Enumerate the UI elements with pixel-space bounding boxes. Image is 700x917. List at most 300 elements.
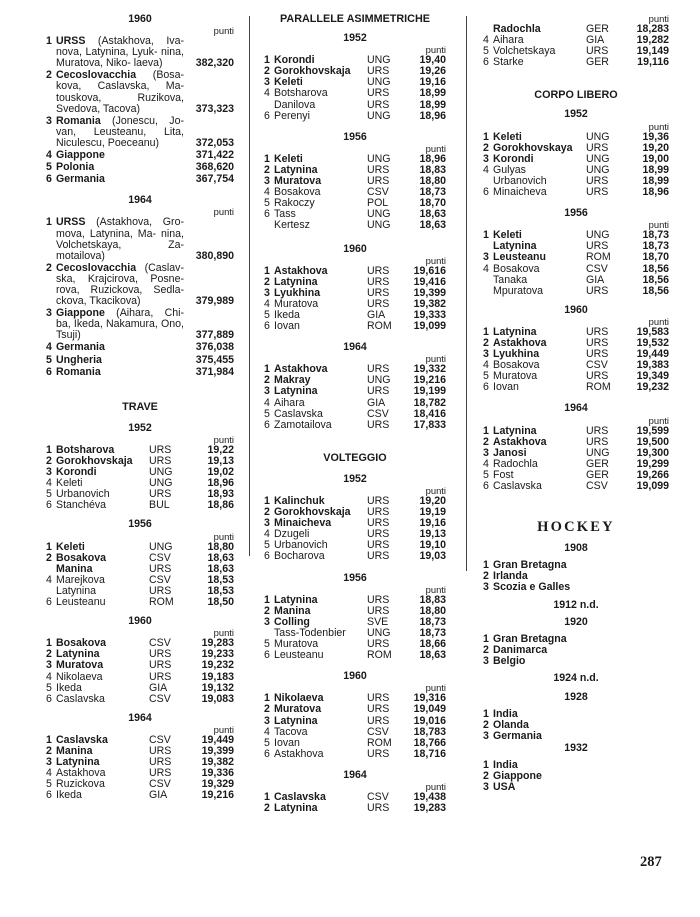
country-code: GER xyxy=(586,468,609,481)
points-label: punti xyxy=(648,120,669,132)
points-label: punti xyxy=(213,433,234,445)
rank: 1 xyxy=(264,495,270,507)
country-code: URS xyxy=(149,443,172,456)
result-row xyxy=(483,165,669,176)
rank: 3 xyxy=(264,714,270,727)
rank: 2 xyxy=(483,769,489,782)
rank: 1 xyxy=(46,540,52,553)
rank: 3 xyxy=(483,251,489,264)
score: 19,500 xyxy=(636,435,669,448)
country-code: URS xyxy=(149,670,172,683)
rank: 4 xyxy=(264,186,270,199)
result-row xyxy=(46,586,234,597)
result-row xyxy=(46,456,234,467)
team-name: Olanda xyxy=(493,719,529,732)
score: 18,73 xyxy=(419,186,446,199)
column-right xyxy=(483,14,669,793)
country-code: CSV xyxy=(149,573,171,586)
athlete-name: Gorokhovskaya xyxy=(493,142,573,154)
country-code: BUL xyxy=(149,499,170,512)
result-row xyxy=(46,355,234,366)
athlete-name: Muratova xyxy=(274,639,319,651)
score: 18,63 xyxy=(207,562,234,575)
rank: 4 xyxy=(46,670,52,683)
result-row xyxy=(483,286,669,297)
results-block xyxy=(46,616,234,705)
athlete-name: Iovan xyxy=(274,737,300,749)
results-block xyxy=(483,543,669,593)
country-code: CSV xyxy=(149,637,171,650)
score: 375,455 xyxy=(195,353,234,366)
score: 19,36 xyxy=(642,130,669,143)
rank: 1 xyxy=(264,593,270,606)
score: 18,96 xyxy=(419,109,446,122)
country-code: UNG xyxy=(367,109,391,122)
athlete-name: Latynina xyxy=(274,386,318,398)
country-code: CSV xyxy=(149,778,171,791)
rank: 6 xyxy=(264,649,270,662)
team-entry xyxy=(56,263,184,307)
country-code: URS xyxy=(367,363,390,376)
rank: 2 xyxy=(264,802,270,815)
rank: 3 xyxy=(483,446,489,459)
rank: 4 xyxy=(46,149,52,162)
score: 19,20 xyxy=(419,495,446,507)
rank: 1 xyxy=(264,152,270,165)
score: 19,232 xyxy=(636,381,669,394)
score: 19,16 xyxy=(419,76,446,89)
points-label: punti xyxy=(648,414,669,426)
rank: 3 xyxy=(264,175,270,188)
score: 19,449 xyxy=(636,348,669,361)
score: 18,73 xyxy=(642,229,669,242)
score: 19,332 xyxy=(413,363,446,376)
score: 19,16 xyxy=(419,517,446,530)
results-block xyxy=(46,713,234,802)
rank: 4 xyxy=(483,457,489,470)
score: 19,233 xyxy=(201,648,234,661)
rank: 1 xyxy=(46,733,52,746)
country-code: URS xyxy=(367,418,390,431)
country-code: URS xyxy=(367,264,390,277)
team-name: Germania xyxy=(56,173,105,186)
rank: 5 xyxy=(264,736,270,749)
athlete-name: Muratova xyxy=(274,298,319,310)
rank: 5 xyxy=(483,370,489,383)
team-name: Cecoslovacchia xyxy=(56,261,137,274)
score: 19,599 xyxy=(636,424,669,437)
result-row xyxy=(264,420,446,431)
athlete-name: Lyukhina xyxy=(274,287,321,299)
athlete-name: Caslavska xyxy=(274,408,323,420)
athlete-name: Makray xyxy=(274,375,311,387)
rank: 5 xyxy=(46,681,52,694)
score: 19,216 xyxy=(413,374,446,387)
athlete-name: Latynina xyxy=(274,276,318,288)
score: 18,73 xyxy=(642,240,669,253)
rank: 2 xyxy=(46,261,52,274)
athlete-name: Korondi xyxy=(274,55,315,67)
result-row xyxy=(483,132,669,143)
athlete-name: Bosakova xyxy=(274,187,321,199)
score: 19,336 xyxy=(201,767,234,780)
athlete-name: Kalinchuk xyxy=(274,496,325,507)
score: 19,00 xyxy=(642,152,669,165)
country-code: CSV xyxy=(586,480,608,492)
rank: 6 xyxy=(46,789,52,802)
athlete-name: Volchetskaya xyxy=(493,46,556,58)
result-row xyxy=(264,398,446,409)
score: 19,416 xyxy=(413,275,446,288)
country-code: GER xyxy=(586,457,609,470)
team-entry xyxy=(56,367,184,378)
score: 19,132 xyxy=(201,681,234,694)
hockey-header xyxy=(483,519,669,536)
team-entry xyxy=(56,70,184,114)
results-block xyxy=(46,14,234,185)
country-code: GIA xyxy=(149,789,168,802)
country-code: UNG xyxy=(367,76,391,89)
athlete-name: Minaicheva xyxy=(493,187,547,199)
score: 371,422 xyxy=(195,149,234,162)
athlete-name: Muratova xyxy=(274,704,322,716)
rank: 5 xyxy=(264,407,270,420)
score: 372,053 xyxy=(195,136,234,149)
team-members: (Astakhova, Iva- nova, Latynina, Lyuk- nina, Muratova, Niko- laeva) xyxy=(56,35,184,70)
team-name: Scozia e Galles xyxy=(493,581,571,594)
score: 376,038 xyxy=(195,341,234,354)
athlete-name: Bosakova xyxy=(56,638,107,650)
points-label: punti xyxy=(648,13,669,24)
athlete-name: Muratova xyxy=(493,371,538,383)
rank: 1 xyxy=(483,130,489,143)
athlete-name: Lyukhina xyxy=(493,349,540,361)
team-name: Belgio xyxy=(493,654,526,667)
year-heading: 1960 xyxy=(343,242,367,255)
rank: 6 xyxy=(264,418,270,431)
score: 19,10 xyxy=(419,539,446,552)
athlete-name: Latynina xyxy=(274,594,318,606)
team-name: Giappone xyxy=(493,769,542,782)
country-code: URS xyxy=(367,802,390,815)
athlete-name: Ruzickova xyxy=(56,779,105,791)
results-block xyxy=(483,109,669,198)
team-name: Germania xyxy=(493,730,542,743)
score: 18,63 xyxy=(207,551,234,564)
athlete-name: Perenyi xyxy=(274,110,310,122)
rank: 5 xyxy=(46,488,52,501)
rank: 1 xyxy=(483,424,489,437)
rank: 6 xyxy=(264,208,270,221)
team-entry xyxy=(56,150,184,161)
score: 19,316 xyxy=(413,692,446,705)
score: 19,13 xyxy=(419,528,446,541)
rank: 4 xyxy=(264,87,270,100)
result-row xyxy=(483,582,669,593)
rank: 1 xyxy=(264,363,270,376)
athlete-name: Stanchéva xyxy=(56,500,107,512)
score: 18,53 xyxy=(207,584,234,597)
athlete-name: Latynina xyxy=(274,164,318,176)
year-heading: 1956 xyxy=(343,571,367,584)
rank: 6 xyxy=(46,499,52,512)
rank: 5 xyxy=(264,638,270,651)
result-row xyxy=(483,656,669,667)
team-name: India xyxy=(493,708,518,721)
result-row xyxy=(483,481,669,492)
year-heading: 1960 xyxy=(343,670,367,683)
points-label: punti xyxy=(648,315,669,327)
country-code: URS xyxy=(149,744,172,757)
athlete-name: Keleti xyxy=(56,478,83,490)
athlete-name: Latynina xyxy=(274,803,318,815)
athlete-name: Bosakova xyxy=(493,263,540,275)
athlete-name: Latynina xyxy=(56,585,97,597)
team-members: (Bosa- kova, Caslavska, Ma- touskova, Ruzikova, Svedova, Tacova) xyxy=(56,69,184,115)
rank: 2 xyxy=(483,336,489,349)
team-entry xyxy=(56,217,184,261)
rank: 6 xyxy=(46,365,52,378)
section-header xyxy=(46,402,234,413)
athlete-name: Leusteanu xyxy=(493,252,546,264)
score: 377,889 xyxy=(195,329,234,342)
country-code: GER xyxy=(586,56,609,69)
rank: 6 xyxy=(483,186,489,199)
score: 18,86 xyxy=(207,499,234,512)
points-label: punti xyxy=(213,206,234,218)
score: 19,20 xyxy=(642,141,669,154)
athlete-name: Manina xyxy=(274,605,311,617)
result-row xyxy=(483,241,669,252)
year-heading: 1952 xyxy=(343,472,367,485)
country-code: URS xyxy=(149,659,172,672)
country-code: URS xyxy=(586,325,609,338)
year-heading: 1964 xyxy=(564,402,588,415)
country-code: URS xyxy=(149,756,172,769)
rank: 2 xyxy=(46,551,52,564)
athlete-name: Tass-Todenbier xyxy=(274,627,346,639)
section-header xyxy=(264,14,446,25)
team-name: Ungheria xyxy=(56,353,102,366)
points-label: punti xyxy=(213,25,234,37)
country-code: URS xyxy=(586,240,609,253)
score: 18,73 xyxy=(419,615,446,628)
score: 19,583 xyxy=(636,325,669,338)
country-code: URS xyxy=(149,488,172,501)
country-code: CSV xyxy=(367,186,389,199)
team-name: URSS xyxy=(56,216,86,229)
rank: 5 xyxy=(264,539,270,552)
country-code: GIA xyxy=(586,273,605,286)
athlete-name: Keleti xyxy=(56,541,85,553)
rank: 1 xyxy=(264,54,270,67)
year-heading: 1920 xyxy=(564,615,588,628)
athlete-name: Manina xyxy=(56,563,93,575)
country-code: URS xyxy=(367,747,390,760)
team-entry xyxy=(56,162,184,173)
athlete-name: Muratova xyxy=(274,176,322,188)
rank: 6 xyxy=(46,596,52,609)
score: 18,83 xyxy=(419,163,446,176)
athlete-name: Latynina xyxy=(56,757,100,769)
athlete-name: Leusteanu xyxy=(56,597,106,609)
country-code: GIA xyxy=(149,681,168,694)
rank: 3 xyxy=(483,780,489,793)
rank: 4 xyxy=(264,725,270,738)
score: 18,93 xyxy=(207,488,234,501)
result-row xyxy=(264,551,446,562)
athlete-name: Astakhova xyxy=(274,265,328,277)
country-code: URS xyxy=(367,638,390,651)
section-title: TRAVE xyxy=(122,400,158,413)
year-heading: 1932 xyxy=(564,741,588,754)
score: 380,890 xyxy=(195,249,234,262)
result-row xyxy=(46,36,234,69)
team-name: URSS xyxy=(56,35,86,48)
athlete-name: Danilova xyxy=(274,99,316,111)
rank: 2 xyxy=(483,643,489,656)
result-row xyxy=(264,111,446,122)
results-block xyxy=(264,770,446,814)
team-name: Danimarca xyxy=(493,643,548,656)
team-entry xyxy=(56,174,184,185)
year-heading: 1964 xyxy=(343,341,367,354)
points-label: punti xyxy=(213,723,234,735)
country-code: URS xyxy=(586,424,609,437)
country-code: GIA xyxy=(586,34,605,47)
country-code: ROM xyxy=(367,736,392,749)
score: 19,19 xyxy=(419,506,446,519)
rank: 1 xyxy=(264,692,270,705)
score: 18,63 xyxy=(419,649,446,662)
score: 18,83 xyxy=(419,593,446,606)
rank: 2 xyxy=(264,65,270,78)
rank: 4 xyxy=(46,573,52,586)
team-members: (Jonescu, Jo- van, Leusteanu, Lita, Niculescu, Poeceanu) xyxy=(56,114,184,149)
score: 19,232 xyxy=(201,659,234,672)
rank: 2 xyxy=(483,570,489,583)
athlete-name: Tanaka xyxy=(493,274,528,286)
rank: 1 xyxy=(483,559,489,572)
rank: 5 xyxy=(264,197,270,210)
team-entry xyxy=(56,342,184,353)
country-code: URS xyxy=(367,692,390,705)
country-code: URS xyxy=(586,174,609,187)
athlete-name: Caslavska xyxy=(56,734,108,746)
year-heading: 1964 xyxy=(128,194,152,207)
country-code: URS xyxy=(586,45,609,58)
result-row xyxy=(46,575,234,586)
athlete-name: Dzugeli xyxy=(274,529,310,541)
rank: 5 xyxy=(483,45,489,58)
team-members: (Aihara, Chi- ba, Ikeda, Nakamura, Ono, Tsuji) xyxy=(56,307,184,342)
score: 18,80 xyxy=(419,604,446,617)
athlete-name: Latynina xyxy=(274,715,318,727)
result-row xyxy=(483,426,669,437)
rank: 2 xyxy=(46,648,52,661)
country-code: URS xyxy=(367,275,390,288)
team-entry xyxy=(56,355,184,366)
country-code: URS xyxy=(149,584,172,597)
result-row xyxy=(264,650,446,661)
result-row xyxy=(483,275,669,286)
country-code: URS xyxy=(367,506,390,519)
rank: 6 xyxy=(483,56,489,69)
rank: 6 xyxy=(483,381,489,394)
country-code: URS xyxy=(367,604,390,617)
rank: 1 xyxy=(483,632,489,645)
score: 19,349 xyxy=(636,370,669,383)
result-row xyxy=(483,176,669,187)
result-row xyxy=(483,731,669,742)
country-code: UNG xyxy=(367,626,391,639)
athlete-name: Latynina xyxy=(56,649,100,661)
rank: 4 xyxy=(483,34,489,47)
rank: 2 xyxy=(264,275,270,288)
athlete-name: Bocharova xyxy=(274,551,325,563)
country-code: URS xyxy=(367,703,390,716)
results-block xyxy=(264,342,446,431)
points-label: punti xyxy=(425,583,446,595)
score: 19,283 xyxy=(201,637,234,650)
rank: 3 xyxy=(46,466,52,479)
results-block xyxy=(483,403,669,492)
points-label: punti xyxy=(648,219,669,231)
rank: 4 xyxy=(483,262,489,275)
athlete-name: Gorokhovskaja xyxy=(274,66,351,78)
rank: 6 xyxy=(483,480,489,492)
score: 18,53 xyxy=(207,573,234,586)
score: 18,416 xyxy=(413,407,446,420)
score: 19,116 xyxy=(637,56,669,69)
rank: 4 xyxy=(264,528,270,541)
athlete-name: Urbanovich xyxy=(56,489,110,501)
country-code: CSV xyxy=(586,262,608,275)
athlete-name: Urbanovich xyxy=(493,175,547,187)
team-name: Romania xyxy=(56,365,101,378)
athlete-name: Latynina xyxy=(493,326,537,338)
country-code: URS xyxy=(149,767,172,780)
score: 19,449 xyxy=(201,733,234,746)
rank: 3 xyxy=(46,307,52,320)
team-entry xyxy=(56,116,184,149)
score: 18,56 xyxy=(642,262,669,275)
country-code: CSV xyxy=(367,725,389,738)
rank: 5 xyxy=(483,468,489,481)
rank: 3 xyxy=(483,348,489,361)
year-heading: 1956 xyxy=(343,130,367,143)
team-members: (Caslav- ska, Krajcirova, Posne- rova, Ruzickova, Sedla- ckova, Tkacikova) xyxy=(56,261,184,308)
rank: 4 xyxy=(483,163,489,176)
result-row xyxy=(46,217,234,261)
rank: 3 xyxy=(483,581,489,594)
section-title: HOCKEY xyxy=(537,519,615,536)
country-code: URS xyxy=(367,714,390,727)
score: 18,99 xyxy=(642,163,669,176)
result-row xyxy=(264,220,446,231)
athlete-name: Keleti xyxy=(274,77,303,89)
section-header xyxy=(483,90,669,101)
athlete-name: Bosakova xyxy=(56,552,107,564)
country-code: UNG xyxy=(367,374,391,387)
country-code: URS xyxy=(367,87,390,100)
result-row xyxy=(46,694,234,705)
score: 19,216 xyxy=(201,789,234,802)
athlete-name: Latynina xyxy=(493,241,537,253)
rank: 6 xyxy=(264,550,270,563)
result-row xyxy=(264,749,446,760)
score: 19,199 xyxy=(413,385,446,398)
